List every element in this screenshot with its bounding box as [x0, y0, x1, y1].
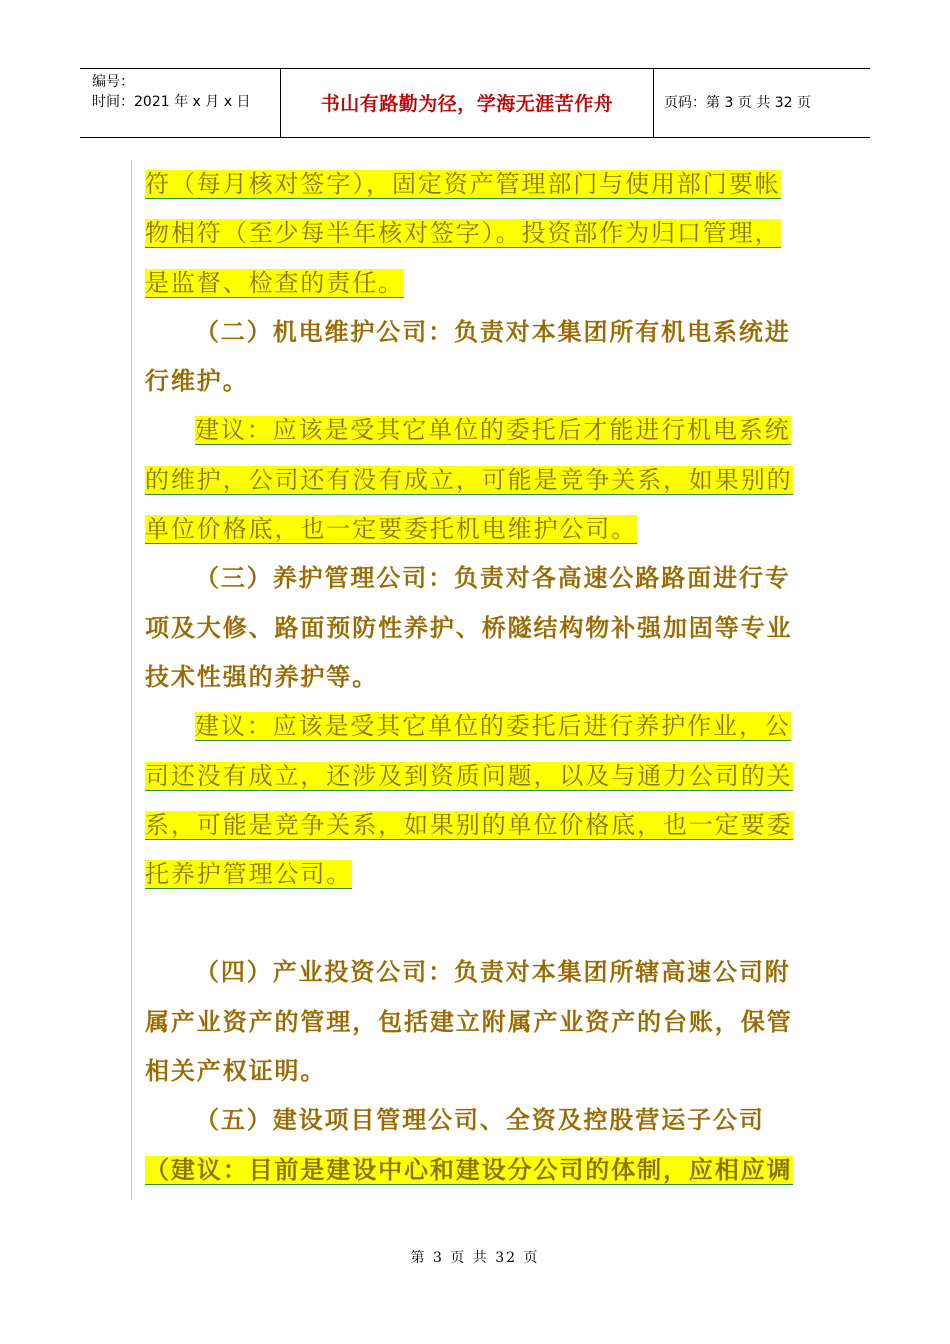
text-line: （建议：目前是建设中心和建设分公司的体制，应相应调 [145, 1155, 793, 1184]
text-line: 是监督、检查的责任。 [145, 268, 404, 297]
section-two-paragraph [145, 308, 810, 407]
text-line: （四）产业投资公司：负责对本集团所辖高速公司附 [195, 958, 791, 987]
page-footer: 第 3 页 共 32 页 [410, 1250, 540, 1266]
motto: 书山有路勤为径，学海无涯苦作舟 [320, 93, 614, 115]
text-line: 建议：应该是受其它单位的委托后进行养护作业，公 [195, 712, 791, 741]
text-line: 技术性强的养护等。 [145, 662, 379, 691]
text-line: （二）机电维护公司：负责对本集团所有机电系统进 [195, 317, 791, 346]
suggestion-paragraph-3 [145, 702, 810, 899]
header-motto-cell [281, 69, 654, 137]
text-line: 建议：应该是受其它单位的委托后才能进行机电系统 [195, 416, 791, 445]
text-line: 司还没有成立，还涉及到资质问题，以及与通力公司的关 [145, 761, 793, 790]
suggestion-paragraph-2 [145, 406, 810, 554]
time-label: 时间：2021 年 x 月 x 日 [92, 94, 251, 110]
text-line: 单位价格底，也一定要委托机电维护公司。 [145, 515, 638, 544]
text-line: 项及大修、路面预防性养护、桥隧结构物补强加固等专业 [145, 613, 793, 642]
number-label: 编号： [92, 74, 134, 90]
section-five-paragraph [145, 1096, 810, 1145]
header-meta-cell [80, 69, 281, 137]
section-three-paragraph [145, 554, 810, 702]
text-line: 物相符（至少每半年核对签字）。投资部作为归口管理， [145, 219, 781, 248]
text-line: （五）建设项目管理公司、全资及控股营运子公司 [195, 1106, 765, 1135]
header-page-cell [654, 69, 870, 137]
text-line: 托养护管理公司。 [145, 860, 353, 889]
text-line: （三）养护管理公司：负责对各高速公路路面进行专 [195, 564, 791, 593]
document-header [80, 68, 870, 138]
text-line: 系，可能是竞争关系，如果别的单位价格底，也一定要委 [145, 810, 793, 839]
suggestion-paragraph-1 [145, 160, 810, 308]
blank-line [145, 899, 810, 948]
text-line: 符（每月核对签字），固定资产管理部门与使用部门要帐 [145, 170, 781, 198]
page-info: 页码：第 3 页 共 32 页 [664, 95, 811, 111]
suggestion-paragraph-4 [145, 1146, 810, 1195]
text-line: 的维护，公司还有没有成立，可能是竞争关系，如果别的 [145, 465, 793, 494]
margin-line [131, 160, 132, 1200]
text-line: 行维护。 [145, 367, 249, 396]
section-four-paragraph [145, 948, 810, 1096]
text-line: 相关产权证明。 [145, 1057, 327, 1086]
document-body [145, 160, 810, 1195]
text-line: 属产业资产的管理，包括建立附属产业资产的台账，保管 [145, 1007, 793, 1036]
